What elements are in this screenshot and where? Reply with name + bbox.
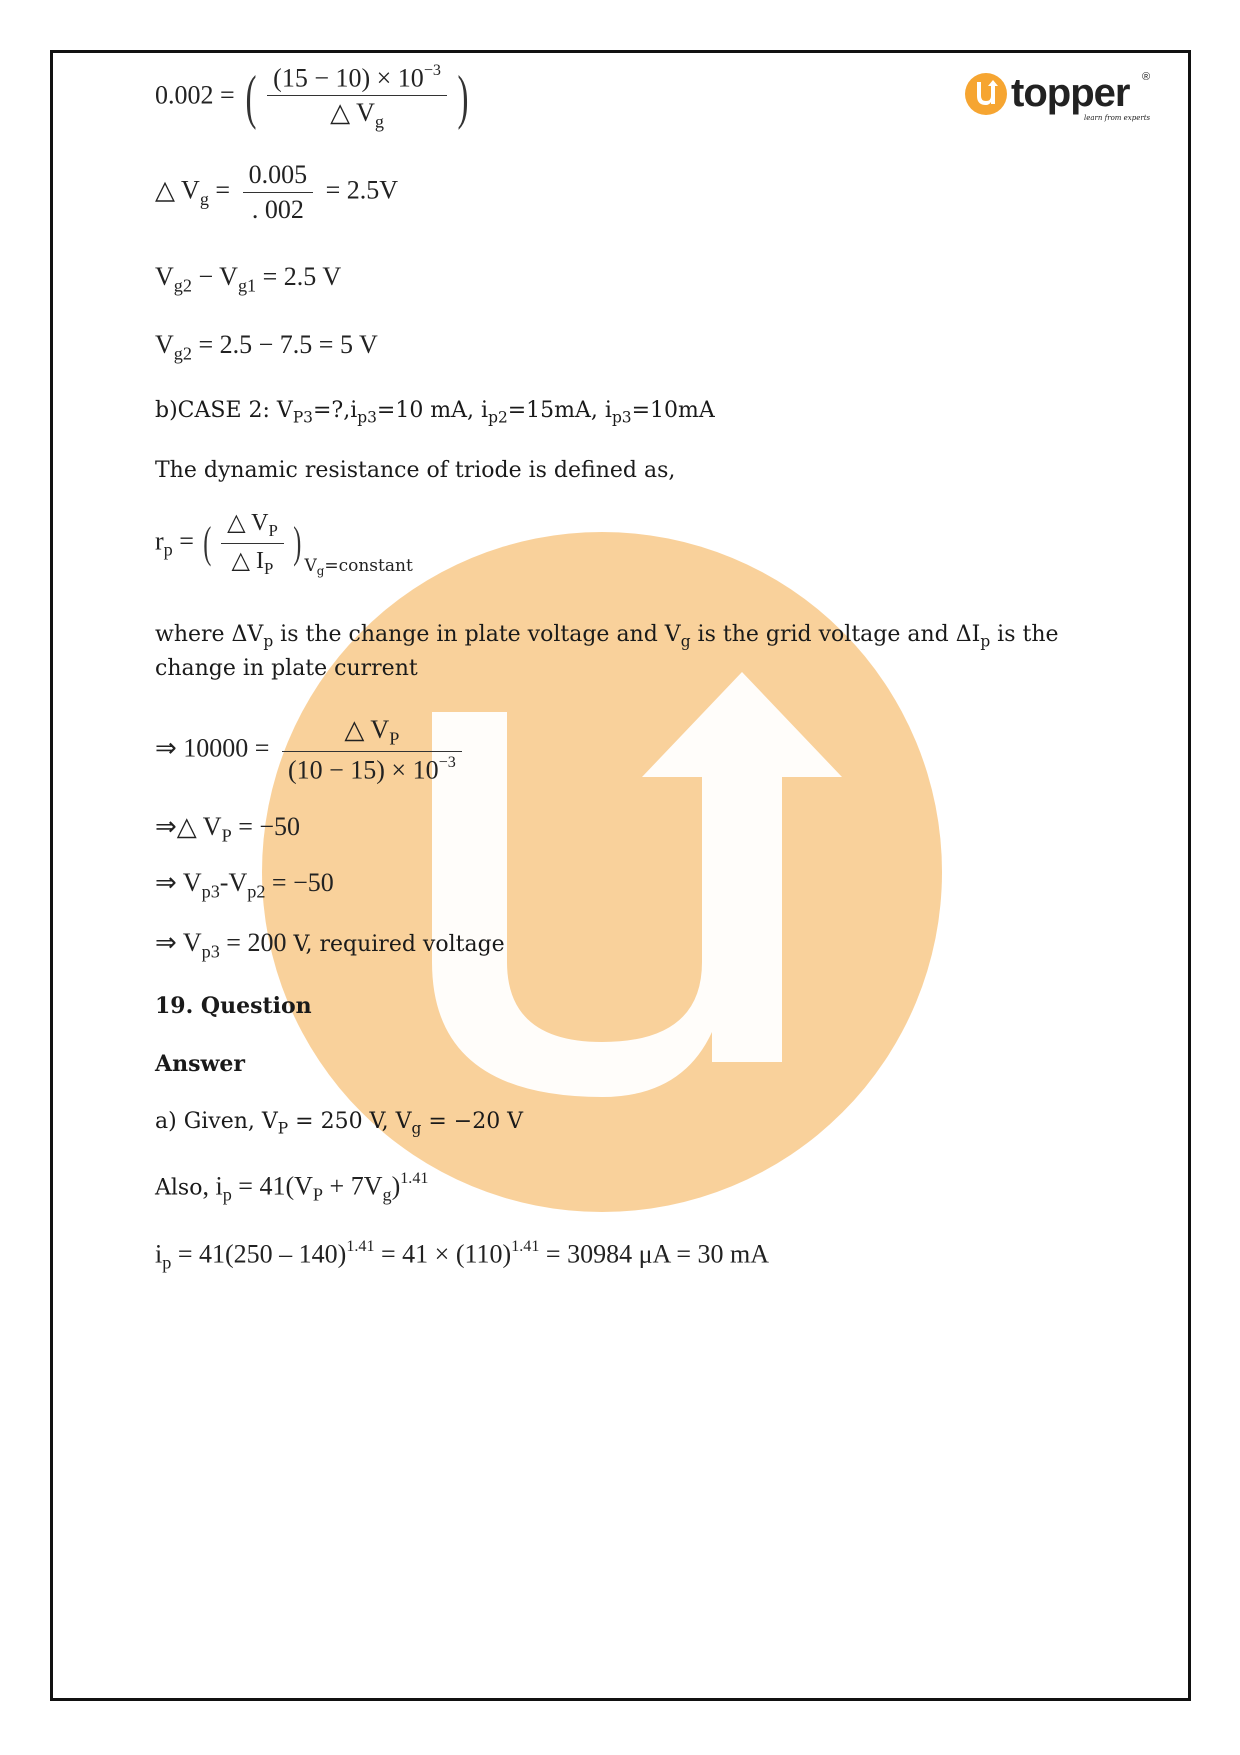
given-line: a) Given, $V_P = 250$ V, $V_g = -20$ V (155, 1109, 524, 1138)
equation-1: 0.002 = ( $\frac{(15 - 10) \times 10^{-3}}{\triangle V_g}$ ) (155, 62, 469, 132)
where-paragraph-line-2: change in plate current (155, 656, 418, 681)
case-2-line: b)CASE 2: $V_{P3}=?,i_{p3}=10$ mA, $i_{p2}=15mA$, $i_{p3}=10mA$ (155, 398, 715, 427)
brand-tagline: learn from experts (1084, 114, 1151, 122)
definition-text: The dynamic resistance of triode is defined as, (155, 458, 676, 483)
equation-6: ⇒△ $V_P = -50$ (155, 812, 301, 846)
topper-logo-icon (964, 68, 1164, 128)
brand-name: topper (1011, 71, 1130, 115)
rp-equation: $r_p$ = ( $\frac{\triangle V_P}{\triangle I_P}$ ) $_{V_g=constant}$ (155, 510, 413, 579)
equation-3: $V_{g2} - V_{g1} = 2.5$ V (155, 262, 342, 296)
equation-5: ⇒ 10000 = $\frac{\triangle V_P}{(10 - 15) \times 10^{-3}}$ (155, 715, 468, 786)
equation-2: △ $V_g$ = $\frac{0.005}{. 002}$ = 2.5V (155, 160, 399, 224)
final-equation: $i_p = 41(250 - 140)^{1.41} = 41 \times (110)^{1.41} = 30984$ μA = 30 mA (155, 1238, 770, 1273)
answer-heading: Answer (155, 1051, 245, 1077)
where-paragraph: where $\Delta V_p$ is the change in plate voltage and $V_g$ is the grid voltage and $\Delta I_p$ is the (155, 622, 1059, 651)
question-heading: 19. Question (155, 993, 312, 1019)
equation-7: ⇒ $V_{p3}-V_{p2} = -50$ (155, 868, 334, 902)
brand-logo (964, 68, 1164, 128)
equation-8: ⇒ $V_{p3} = 200$ V, required voltage (155, 928, 505, 962)
equation-4: $V_{g2} = 2.5 - 7.5 = 5$ V (155, 330, 378, 364)
also-equation: Also, $i_p = 41(V_P + 7V_g)^{1.41}$ (155, 1170, 429, 1205)
fraction: $\frac{(15 - 10) \times 10^{-3}}{\triangle V_g}$ (267, 62, 447, 133)
svg-text:®: ® (1142, 71, 1151, 83)
fraction: $\frac{0.005}{. 002}$ (243, 160, 314, 225)
